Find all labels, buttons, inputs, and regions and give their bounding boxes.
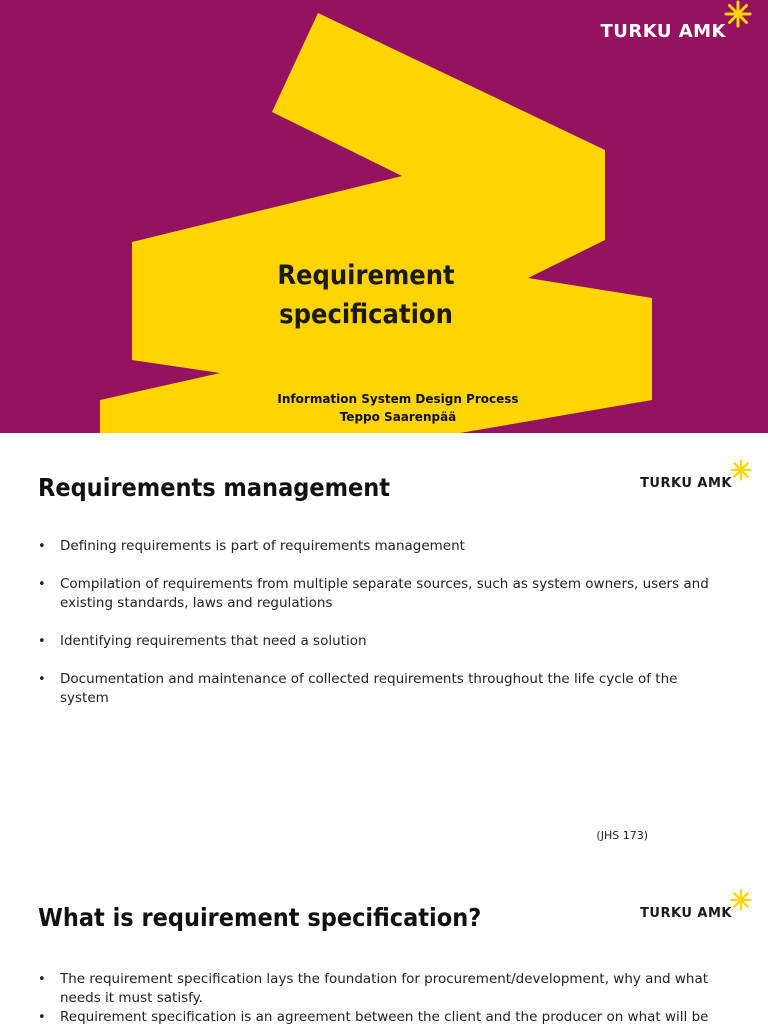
list-item: • The requirement specification lays the foundation for procurement/development, why and what needs it must satisfy. [38,970,718,1008]
list-item: • Requirement specification is an agreement between the client and the producer on what will be [38,1008,718,1024]
slide-heading: Requirements management [38,473,391,502]
brand-name: TURKU AMK [600,21,726,42]
reference-citation: (JHS 173) [596,829,648,842]
asterisk-star-icon [724,0,752,28]
asterisk-star-icon [730,889,752,911]
list-item: • Defining requirements is part of requirements management [38,537,718,556]
list-item: • Identifying requirements that need a solution [38,632,718,651]
list-item: • Documentation and maintenance of collected requirements throughout the life cycle of the system [38,670,718,708]
asterisk-star-icon [730,459,752,481]
course-name: Information System Design Process [277,392,519,406]
presentation-subtitle [250,390,546,426]
presentation-title [210,256,522,334]
list-item: • Compilation of requirements from multiple separate sources, such as system owners, users and existing standards, laws and regulations [38,575,718,613]
title-line-2: specification [279,299,453,330]
brand-name: TURKU AMK [640,476,732,491]
yellow-ribbon-graphic [0,0,768,433]
brand-name: TURKU AMK [640,906,732,921]
slide-heading: What is requirement specification? [38,903,482,932]
turku-amk-logo [640,899,752,921]
bullet-list [38,970,718,1024]
title-line-1: Requirement [277,260,455,291]
title-slide [0,0,768,433]
bullet-list [38,537,718,727]
what-is-requirement-specification-slide [0,863,768,1024]
author-name: Teppo Saarenpää [339,410,457,424]
turku-amk-logo [600,14,752,42]
turku-amk-logo [640,469,752,491]
requirements-management-slide [0,433,768,863]
